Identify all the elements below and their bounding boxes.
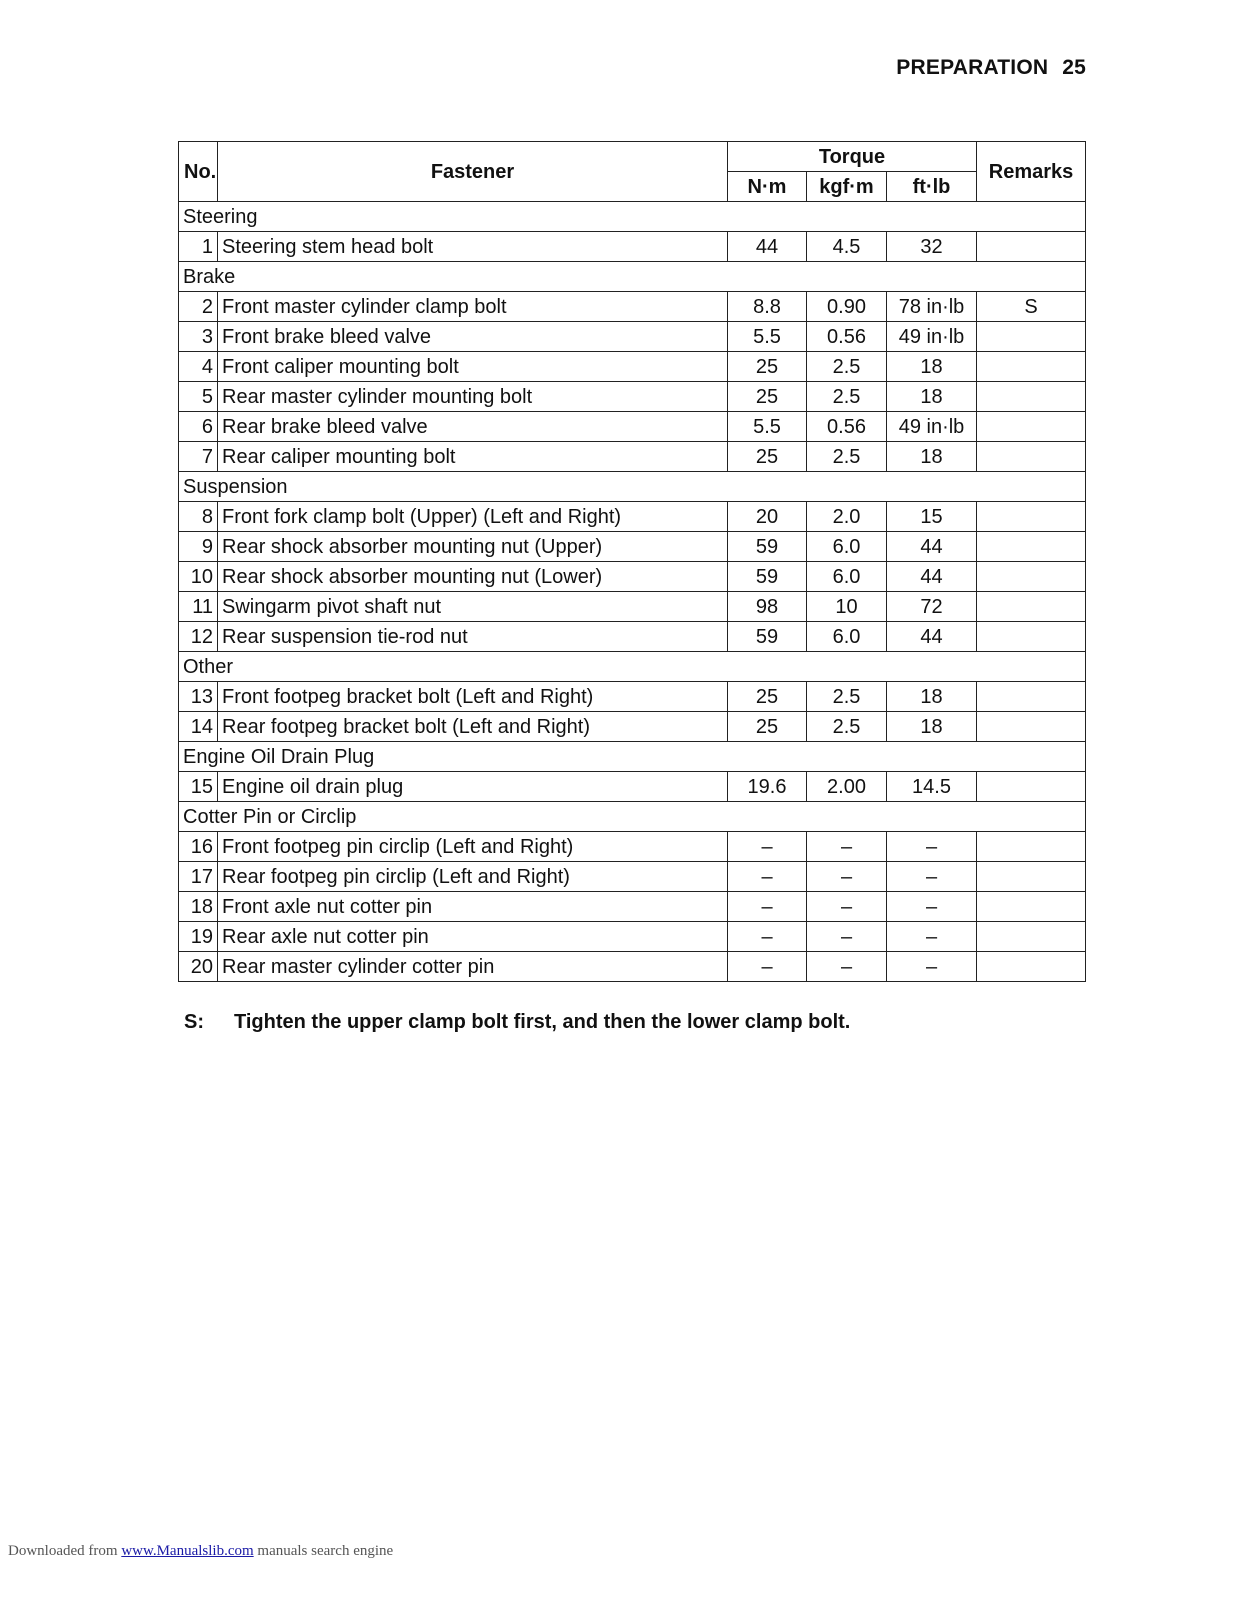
torque-nm-cell: 25: [728, 442, 807, 472]
table-row: [179, 532, 1086, 562]
fastener-cell: Rear master cylinder cotter pin: [218, 952, 728, 982]
table-row: [179, 382, 1086, 412]
table-row: [179, 352, 1086, 382]
torque-kgfm-cell: 2.5: [807, 712, 887, 742]
remarks-cell: [977, 442, 1086, 472]
row-number-cell: 5: [179, 382, 218, 412]
torque-nm-cell: –: [728, 862, 807, 892]
remarks-cell: [977, 352, 1086, 382]
fastener-cell: Rear brake bleed valve: [218, 412, 728, 442]
fastener-cell: Front brake bleed valve: [218, 322, 728, 352]
remarks-cell: [977, 922, 1086, 952]
section-row: [179, 802, 1086, 832]
remarks-cell: [977, 532, 1086, 562]
remarks-cell: [977, 862, 1086, 892]
section-title: PREPARATION: [896, 56, 1049, 79]
fastener-cell: Rear master cylinder mounting bolt: [218, 382, 728, 412]
torque-kgfm-cell: –: [807, 832, 887, 862]
fastener-cell: Front master cylinder clamp bolt: [218, 292, 728, 322]
torque-kgfm-cell: 2.5: [807, 682, 887, 712]
section-row: [179, 652, 1086, 682]
torque-nm-cell: 59: [728, 532, 807, 562]
row-number-cell: 17: [179, 862, 218, 892]
torque-nm-cell: 59: [728, 622, 807, 652]
torque-nm-cell: 5.5: [728, 412, 807, 442]
row-number-cell: 18: [179, 892, 218, 922]
table-row: [179, 562, 1086, 592]
table-row: [179, 712, 1086, 742]
row-number-cell: 10: [179, 562, 218, 592]
torque-nm-cell: 8.8: [728, 292, 807, 322]
row-number-cell: 14: [179, 712, 218, 742]
fastener-cell: Rear footpeg bracket bolt (Left and Right): [218, 712, 728, 742]
remarks-cell: S: [977, 292, 1086, 322]
page-number: 25: [1062, 56, 1086, 79]
remarks-cell: [977, 412, 1086, 442]
table-row: [179, 622, 1086, 652]
remarks-cell: [977, 892, 1086, 922]
torque-ftlb-cell: 44: [887, 532, 977, 562]
torque-kgfm-cell: 2.5: [807, 352, 887, 382]
row-number-cell: 19: [179, 922, 218, 952]
torque-kgfm-cell: 0.56: [807, 412, 887, 442]
torque-ftlb-cell: 18: [887, 382, 977, 412]
fastener-cell: Front axle nut cotter pin: [218, 892, 728, 922]
row-number-cell: 4: [179, 352, 218, 382]
row-number-cell: 11: [179, 592, 218, 622]
row-number-cell: 15: [179, 772, 218, 802]
torque-kgfm-cell: –: [807, 922, 887, 952]
fastener-cell: Rear axle nut cotter pin: [218, 922, 728, 952]
torque-ftlb-cell: 49 in·lb: [887, 322, 977, 352]
torque-ftlb-cell: 44: [887, 562, 977, 592]
fastener-cell: Steering stem head bolt: [218, 232, 728, 262]
table-row: [179, 292, 1086, 322]
torque-kgfm-cell: 10: [807, 592, 887, 622]
torque-nm-cell: 44: [728, 232, 807, 262]
section-title-cell: Brake: [179, 262, 1086, 292]
torque-ftlb-cell: 49 in·lb: [887, 412, 977, 442]
note-text: Tighten the upper clamp bolt first, and then the lower clamp bolt.: [234, 1011, 851, 1033]
torque-ftlb-cell: 14.5: [887, 772, 977, 802]
remarks-cell: [977, 502, 1086, 532]
table-row: [179, 232, 1086, 262]
torque-ftlb-cell: 18: [887, 712, 977, 742]
row-number-cell: 8: [179, 502, 218, 532]
remarks-cell: [977, 682, 1086, 712]
torque-ftlb-cell: –: [887, 952, 977, 982]
header-fastener: Fastener: [218, 142, 728, 202]
torque-kgfm-cell: 2.00: [807, 772, 887, 802]
fastener-cell: Rear shock absorber mounting nut (Upper): [218, 532, 728, 562]
section-row: [179, 472, 1086, 502]
section-title-cell: Steering: [179, 202, 1086, 232]
table-row: [179, 922, 1086, 952]
remark-note: [184, 1011, 850, 1034]
section-title-cell: Suspension: [179, 472, 1086, 502]
remarks-cell: [977, 562, 1086, 592]
table-row: [179, 502, 1086, 532]
torque-nm-cell: 25: [728, 682, 807, 712]
torque-ftlb-cell: 44: [887, 622, 977, 652]
page-header: [896, 56, 1086, 80]
torque-nm-cell: 25: [728, 712, 807, 742]
row-number-cell: 13: [179, 682, 218, 712]
fastener-cell: Swingarm pivot shaft nut: [218, 592, 728, 622]
row-number-cell: 6: [179, 412, 218, 442]
torque-ftlb-cell: 15: [887, 502, 977, 532]
remarks-cell: [977, 382, 1086, 412]
torque-ftlb-cell: 72: [887, 592, 977, 622]
torque-table: [178, 141, 1086, 982]
download-footer: [8, 1543, 393, 1560]
table-row: [179, 412, 1086, 442]
footer-link[interactable]: www.Manualslib.com: [121, 1543, 254, 1559]
torque-nm-cell: 20: [728, 502, 807, 532]
table-row: [179, 832, 1086, 862]
torque-nm-cell: –: [728, 922, 807, 952]
table-body: [179, 202, 1086, 982]
row-number-cell: 12: [179, 622, 218, 652]
row-number-cell: 3: [179, 322, 218, 352]
row-number-cell: 16: [179, 832, 218, 862]
section-row: [179, 742, 1086, 772]
remarks-cell: [977, 832, 1086, 862]
fastener-cell: Front caliper mounting bolt: [218, 352, 728, 382]
torque-kgfm-cell: 6.0: [807, 562, 887, 592]
fastener-cell: Rear caliper mounting bolt: [218, 442, 728, 472]
header-remarks: Remarks: [977, 142, 1086, 202]
remarks-cell: [977, 232, 1086, 262]
torque-kgfm-cell: 2.0: [807, 502, 887, 532]
torque-ftlb-cell: –: [887, 832, 977, 862]
torque-nm-cell: 59: [728, 562, 807, 592]
fastener-cell: Front footpeg bracket bolt (Left and Right): [218, 682, 728, 712]
torque-ftlb-cell: –: [887, 892, 977, 922]
section-title-cell: Engine Oil Drain Plug: [179, 742, 1086, 772]
torque-ftlb-cell: 18: [887, 682, 977, 712]
torque-ftlb-cell: 78 in·lb: [887, 292, 977, 322]
section-row: [179, 202, 1086, 232]
torque-nm-cell: –: [728, 952, 807, 982]
table-row: [179, 862, 1086, 892]
torque-kgfm-cell: 0.90: [807, 292, 887, 322]
torque-nm-cell: 19.6: [728, 772, 807, 802]
torque-kgfm-cell: –: [807, 952, 887, 982]
remarks-cell: [977, 592, 1086, 622]
remarks-cell: [977, 622, 1086, 652]
fastener-cell: Engine oil drain plug: [218, 772, 728, 802]
torque-ftlb-cell: 18: [887, 352, 977, 382]
table-row: [179, 592, 1086, 622]
torque-nm-cell: 98: [728, 592, 807, 622]
row-number-cell: 7: [179, 442, 218, 472]
fastener-cell: Rear suspension tie-rod nut: [218, 622, 728, 652]
row-number-cell: 1: [179, 232, 218, 262]
row-number-cell: 9: [179, 532, 218, 562]
remarks-cell: [977, 322, 1086, 352]
header-torque: Torque: [728, 142, 977, 172]
table-row: [179, 772, 1086, 802]
table-row: [179, 442, 1086, 472]
torque-kgfm-cell: 2.5: [807, 442, 887, 472]
footer-suffix: manuals search engine: [257, 1543, 394, 1559]
section-title-cell: Cotter Pin or Circlip: [179, 802, 1086, 832]
torque-ftlb-cell: 18: [887, 442, 977, 472]
footer-prefix: Downloaded from: [8, 1543, 118, 1559]
row-number-cell: 2: [179, 292, 218, 322]
table-row: [179, 322, 1086, 352]
torque-kgfm-cell: 4.5: [807, 232, 887, 262]
torque-nm-cell: –: [728, 892, 807, 922]
torque-ftlb-cell: –: [887, 862, 977, 892]
torque-kgfm-cell: 2.5: [807, 382, 887, 412]
torque-kgfm-cell: 6.0: [807, 532, 887, 562]
torque-kgfm-cell: –: [807, 862, 887, 892]
torque-ftlb-cell: 32: [887, 232, 977, 262]
section-row: [179, 262, 1086, 292]
section-title-cell: Other: [179, 652, 1086, 682]
torque-ftlb-cell: –: [887, 922, 977, 952]
remarks-cell: [977, 772, 1086, 802]
fastener-cell: Rear footpeg pin circlip (Left and Right): [218, 862, 728, 892]
torque-nm-cell: –: [728, 832, 807, 862]
table-row: [179, 892, 1086, 922]
table-row: [179, 682, 1086, 712]
torque-kgfm-cell: –: [807, 892, 887, 922]
header-no: No.: [179, 142, 218, 202]
torque-nm-cell: 25: [728, 382, 807, 412]
fastener-cell: Front footpeg pin circlip (Left and Right): [218, 832, 728, 862]
table-row: [179, 952, 1086, 982]
header-kgfm: kgf·m: [807, 172, 887, 202]
remarks-cell: [977, 952, 1086, 982]
torque-nm-cell: 5.5: [728, 322, 807, 352]
row-number-cell: 20: [179, 952, 218, 982]
table-header: [179, 142, 1086, 202]
header-ftlb: ft·lb: [887, 172, 977, 202]
fastener-cell: Front fork clamp bolt (Upper) (Left and Right): [218, 502, 728, 532]
torque-kgfm-cell: 6.0: [807, 622, 887, 652]
note-key: S:: [184, 1011, 204, 1033]
remarks-cell: [977, 712, 1086, 742]
header-nm: N·m: [728, 172, 807, 202]
torque-kgfm-cell: 0.56: [807, 322, 887, 352]
fastener-cell: Rear shock absorber mounting nut (Lower): [218, 562, 728, 592]
torque-nm-cell: 25: [728, 352, 807, 382]
